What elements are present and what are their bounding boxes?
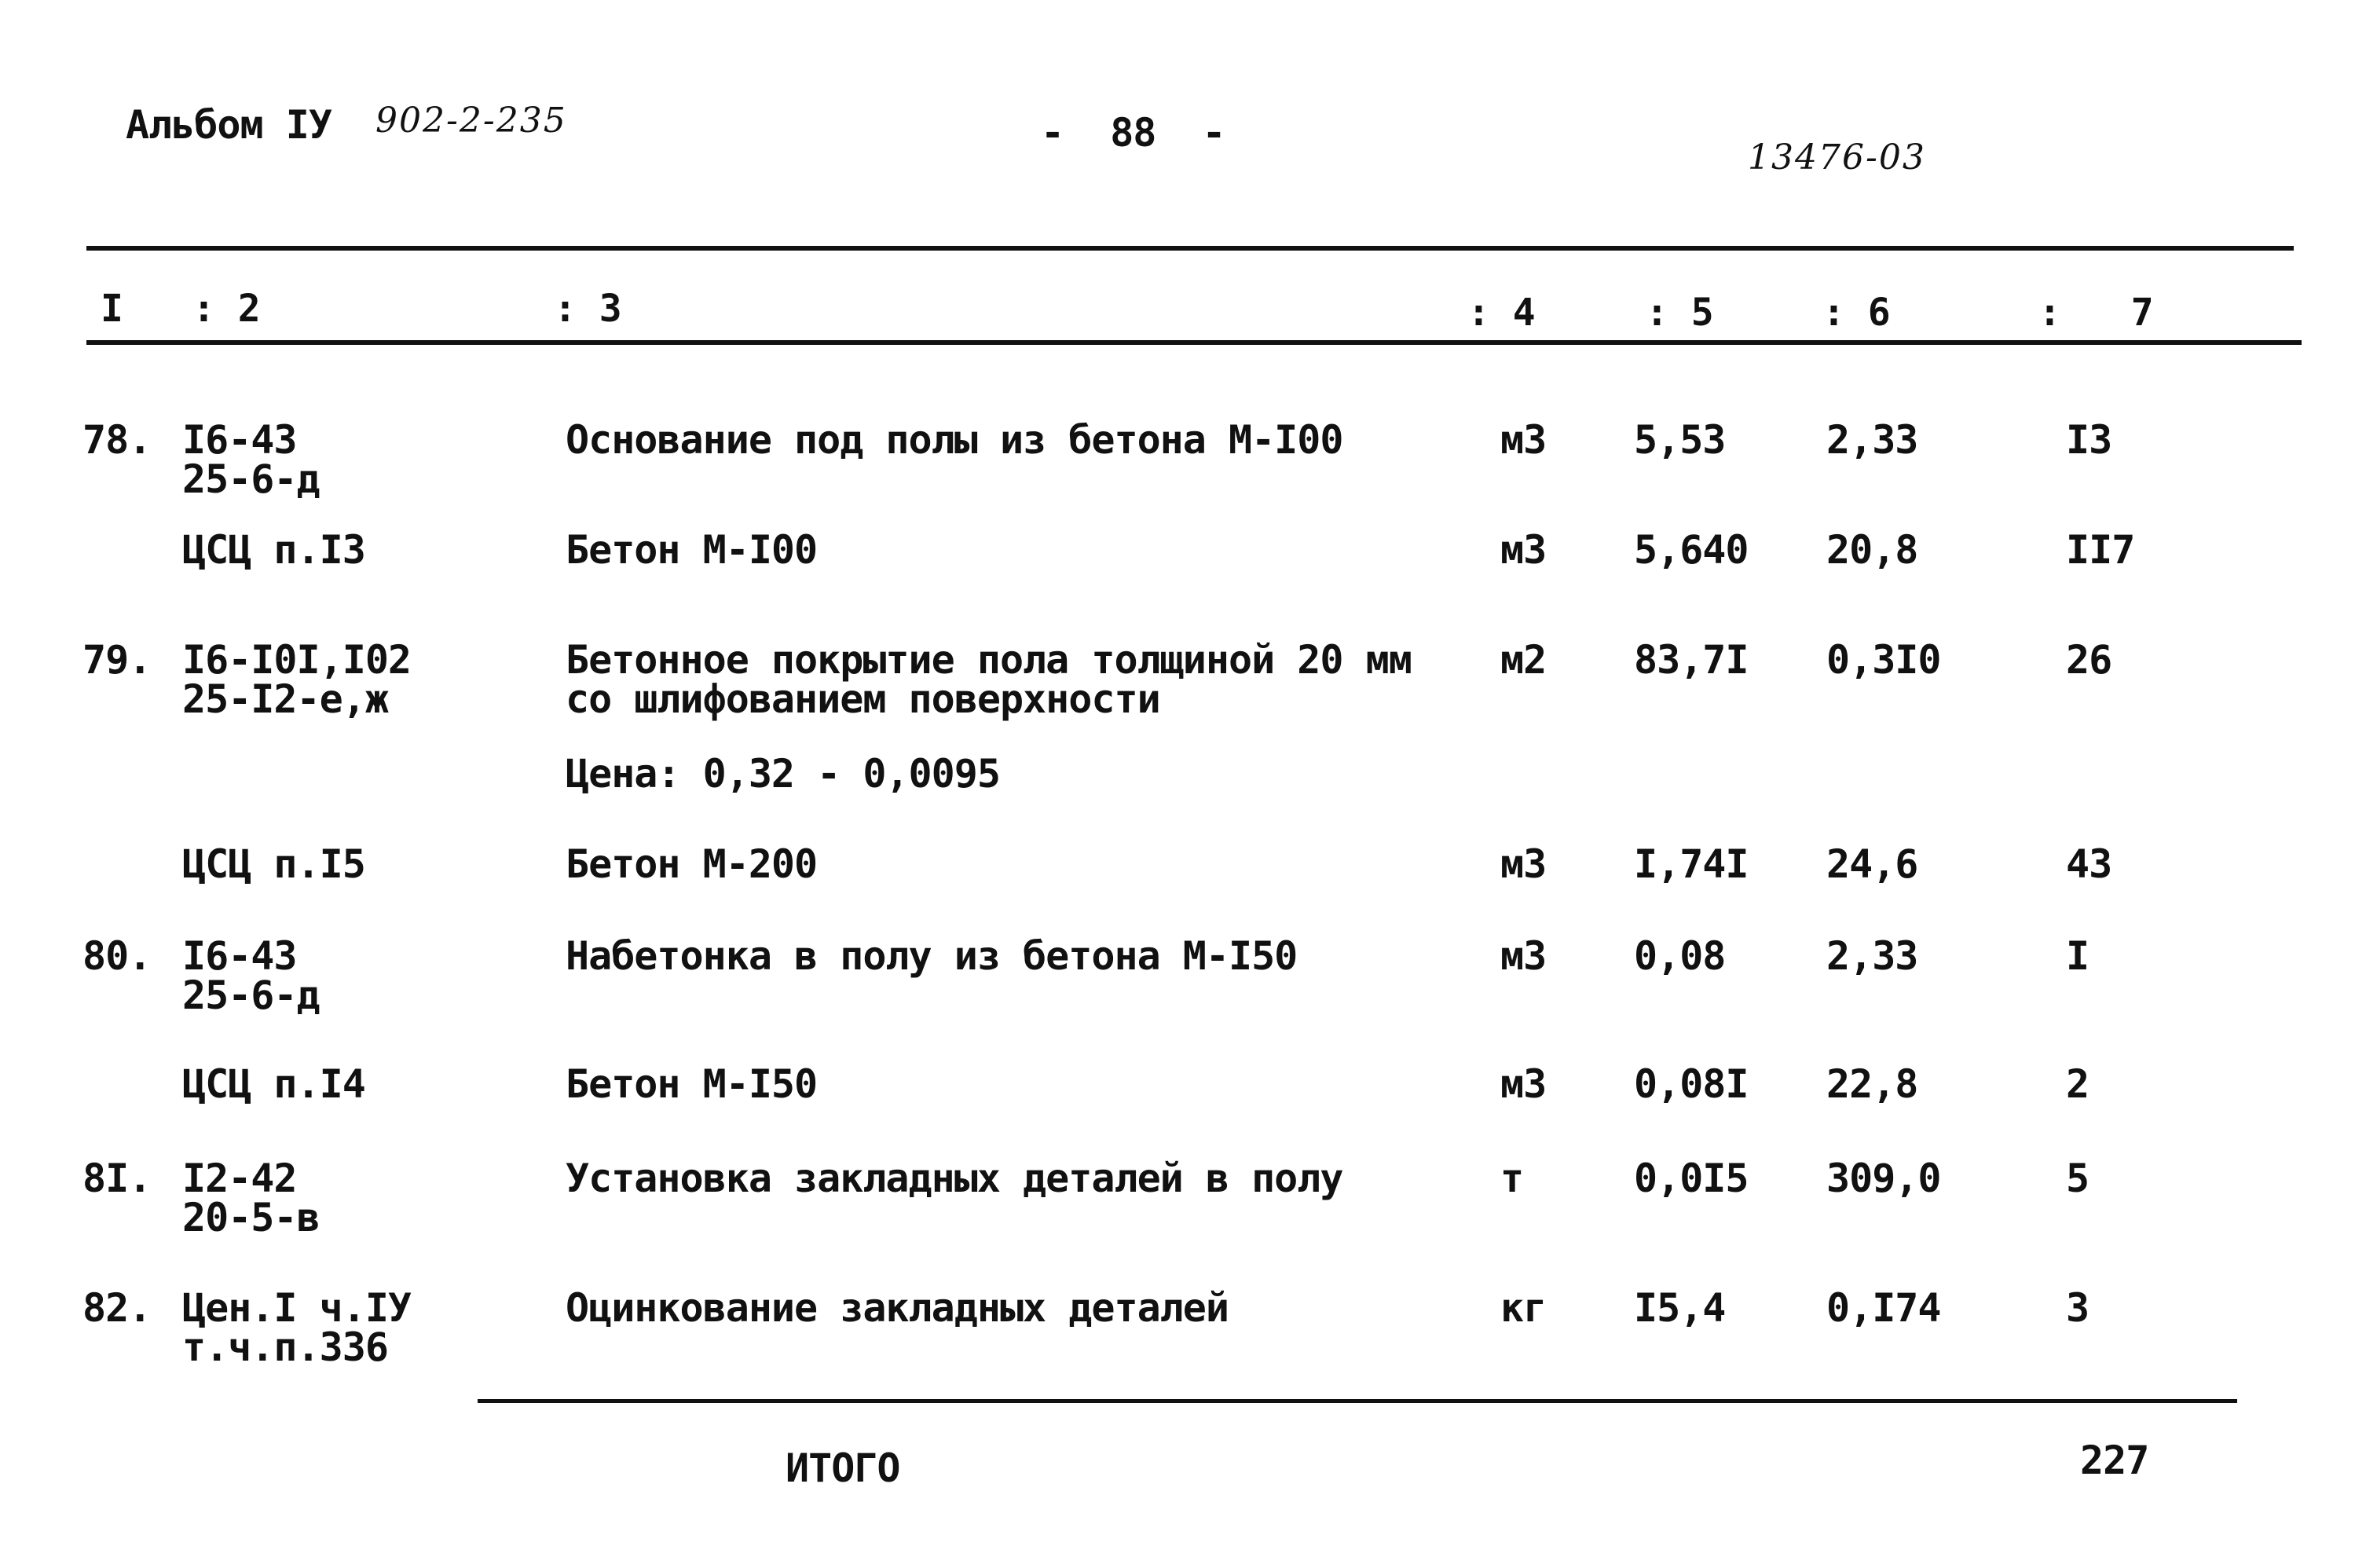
table-row	[0, 527, 2366, 640]
row-total: 3	[2066, 1285, 2089, 1331]
row-quantity: I,74I	[1634, 841, 1749, 887]
row-quantity: 0,08I	[1634, 1061, 1749, 1107]
row-number: 8I.	[82, 1156, 152, 1201]
column-header-5: : 5	[1646, 291, 1714, 335]
row-description: Набетонка в полу из бетона М-I50	[566, 933, 1298, 979]
row-price: 0,3I0	[1826, 637, 1941, 683]
row-quantity: 5,53	[1634, 417, 1726, 463]
row-total: 2	[2066, 1061, 2089, 1107]
table-row	[0, 637, 2366, 750]
document-code: 13476-03	[1748, 137, 1926, 178]
row-unit: м3	[1500, 841, 1547, 887]
row-total: 5	[2066, 1156, 2089, 1201]
row-description: Основание под полы из бетона М-I00	[566, 417, 1343, 463]
row-total: I3	[2066, 417, 2112, 463]
column-header-2: : 2	[192, 287, 261, 331]
row-total: 26	[2066, 637, 2112, 683]
row-code: Цен.I ч.IУ т.ч.п.336	[182, 1285, 412, 1370]
table-row	[0, 1285, 2366, 1398]
row-unit: м2	[1500, 637, 1547, 683]
column-header-7: : 7	[2038, 291, 2154, 335]
row-code: I2-42 20-5-в	[182, 1156, 320, 1240]
row-code: I6-43 25-6-д	[182, 417, 320, 502]
page-number: - 88 -	[1041, 110, 1225, 156]
row-unit: м3	[1500, 527, 1547, 573]
table-row	[0, 933, 2366, 1046]
row-price: 24,6	[1826, 841, 1918, 887]
row-unit: м3	[1500, 933, 1547, 979]
row-description: Бетон М-200	[566, 841, 818, 887]
row-quantity: 5,640	[1634, 527, 1749, 573]
row-quantity: 0,0I5	[1634, 1156, 1749, 1201]
row-quantity: 83,7I	[1634, 637, 1749, 683]
total-rule	[478, 1399, 2237, 1403]
album-label: Альбом IУ	[126, 102, 331, 148]
row-total: I	[2066, 933, 2089, 979]
row-price: 22,8	[1826, 1061, 1918, 1107]
column-header-6: : 6	[1822, 291, 1891, 335]
row-unit: т	[1500, 1156, 1524, 1201]
row-unit: кг	[1500, 1285, 1547, 1331]
row-number: 79.	[82, 637, 152, 683]
row-unit: м3	[1500, 417, 1547, 463]
row-number: 82.	[82, 1285, 152, 1331]
row-code: I6-I0I,I02 25-I2-е,ж	[182, 637, 412, 722]
row-description: Установка закладных деталей в полу	[566, 1156, 1343, 1201]
row-price: 20,8	[1826, 527, 1918, 573]
row-unit: м3	[1500, 1061, 1547, 1107]
row-description: Бетон М-I00	[566, 527, 818, 573]
row-description: Бетонное покрытие пола толщиной 20 мм со шлифованием поверхности	[566, 637, 1412, 722]
row-quantity: I5,4	[1634, 1285, 1726, 1331]
row-number: 80.	[82, 933, 152, 979]
row-total: 43	[2066, 841, 2112, 887]
album-code: 902-2-235	[375, 101, 567, 141]
row-total: II7	[2066, 527, 2135, 573]
row-price: 309,0	[1826, 1156, 1941, 1201]
row-code: ЦСЦ п.I5	[182, 841, 365, 887]
header-top-rule	[86, 246, 2294, 251]
row-price: 2,33	[1826, 417, 1918, 463]
table-row	[0, 1156, 2366, 1269]
total-value: 227	[2080, 1438, 2149, 1483]
row-number: 78.	[82, 417, 152, 463]
total-label: ИТОГО	[786, 1445, 900, 1491]
row-price-note: Цена: 0,32 - 0,0095	[566, 751, 1000, 797]
row-price: 0,I74	[1826, 1285, 1941, 1331]
row-code: ЦСЦ п.I4	[182, 1061, 365, 1107]
column-header-3: : 3	[554, 287, 622, 331]
row-description: Оцинкование закладных деталей	[566, 1285, 1229, 1331]
row-description: Бетон М-I50	[566, 1061, 818, 1107]
column-header-1: I	[101, 287, 123, 331]
header-bottom-rule	[86, 340, 2302, 345]
column-header-4: : 4	[1467, 291, 1536, 335]
table-row	[0, 417, 2366, 530]
row-code: ЦСЦ п.I3	[182, 527, 365, 573]
row-price: 2,33	[1826, 933, 1918, 979]
row-code: I6-43 25-6-д	[182, 933, 320, 1018]
row-quantity: 0,08	[1634, 933, 1726, 979]
